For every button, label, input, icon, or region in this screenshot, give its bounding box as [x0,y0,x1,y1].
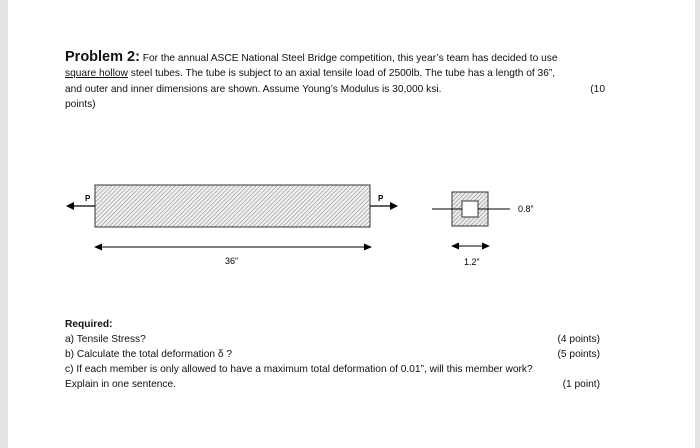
required-item-points: (5 points) [557,349,600,360]
problem-line-2: steel tubes. The tube is subject to an axial tensile load of 2500lb. The tube has a length of 36”, [130,68,556,80]
problem-line-3: and outer and inner dimensions are shown. Assume Young’s Modulus is 30,000 ksi. [65,83,442,95]
required-item [65,347,600,362]
required-item [65,332,600,347]
required-item-points: (1 point) [562,379,600,390]
required-item [65,362,600,377]
required-heading: Required: [65,319,113,330]
total-points-open: (10 [590,83,605,95]
length-dimension-line [94,244,372,251]
underlined-term: square hollow [65,68,128,80]
required-item-text: Explain in one sentence. [65,379,177,390]
required-item-text: b) Calculate the total deformation δ ? [65,349,233,360]
right-load-label: P [378,194,384,203]
required-item [65,377,600,392]
required-item-points: (4 points) [557,334,600,345]
tube-side-view [95,185,370,227]
outer-dimension-line [451,243,490,250]
tube-cross-section [432,192,510,226]
inner-dimension-label: 0.8” [518,204,534,214]
left-load-label: P [85,194,91,203]
outer-dimension-label: 1.2” [464,257,480,267]
problem-line-1: For the annual ASCE National Steel Bridge competition, this year’s team has decided to use [142,53,558,64]
left-load-arrow [66,202,95,210]
required-section [65,317,600,392]
required-item-text: a) Tensile Stress? [65,334,146,345]
total-points-close: points) [65,98,96,110]
right-load-arrow [370,202,398,210]
length-label: 36” [225,256,239,266]
problem-label: Problem 2: [65,49,140,65]
required-item-text: c) If each member is only allowed to have a maximum total deformation of 0.01”, will this member work? [65,364,533,375]
